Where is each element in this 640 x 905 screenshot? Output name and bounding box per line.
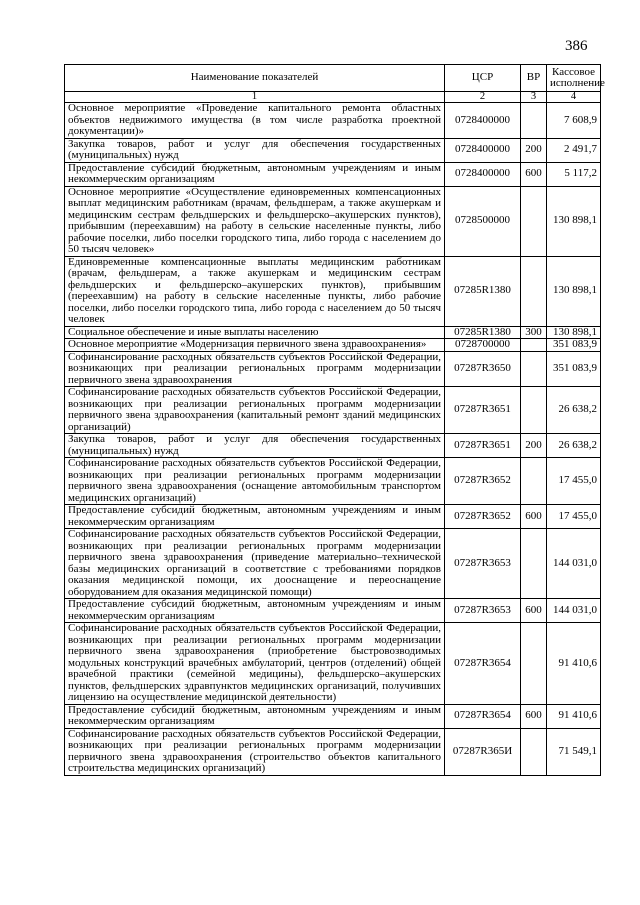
row-csr-cell: 0728400000 bbox=[445, 138, 521, 162]
row-vr-cell bbox=[521, 728, 547, 775]
table-row bbox=[65, 599, 601, 623]
row-sum-cell: 351 083,9 bbox=[547, 339, 601, 352]
header-csr: ЦСР bbox=[445, 65, 521, 92]
header-name: Наименование показателей bbox=[65, 65, 445, 92]
row-sum-cell: 130 898,1 bbox=[547, 256, 601, 326]
table-row bbox=[65, 186, 601, 256]
row-name-cell: Софинансирование расходных обязательств субъектов Российской Федерации, возникающих при реализации региональных программ модернизации первичного звена здравоохранения bbox=[65, 351, 445, 387]
row-vr-cell bbox=[521, 103, 547, 139]
row-name-cell: Предоставление субсидий бюджетным, автономным учреждениям и иным некоммерческим организациям bbox=[65, 162, 445, 186]
row-csr-cell: 07285R1380 bbox=[445, 256, 521, 326]
row-sum-cell: 26 638,2 bbox=[547, 387, 601, 434]
row-vr-cell bbox=[521, 339, 547, 352]
row-csr-cell: 07287R3652 bbox=[445, 505, 521, 529]
table-row bbox=[65, 339, 601, 352]
row-sum-cell: 17 455,0 bbox=[547, 458, 601, 505]
budget-table bbox=[64, 64, 605, 776]
column-index: 1 bbox=[65, 92, 445, 103]
row-csr-cell: 0728400000 bbox=[445, 162, 521, 186]
row-sum-cell: 7 608,9 bbox=[547, 103, 601, 139]
row-name-cell: Основное мероприятие «Проведение капитального ремонта областных объектов недвижимого имущества (в том числе разработка проектной документации)» bbox=[65, 103, 445, 139]
row-name-cell: Закупка товаров, работ и услуг для обеспечения государственных (муниципальных) нужд bbox=[65, 138, 445, 162]
table-row bbox=[65, 728, 601, 775]
row-vr-cell bbox=[521, 529, 547, 599]
table-row bbox=[65, 458, 601, 505]
row-sum-cell: 71 549,1 bbox=[547, 728, 601, 775]
row-csr-cell: 07287R3654 bbox=[445, 623, 521, 705]
row-name-cell: Софинансирование расходных обязательств субъектов Российской Федерации, возникающих при реализации региональных программ модернизации первичного звена здравоохранения (оснащение автомобильным транспортом медицинских организаций) bbox=[65, 458, 445, 505]
row-sum-cell: 5 117,2 bbox=[547, 162, 601, 186]
row-sum-cell: 2 491,7 bbox=[547, 138, 601, 162]
header-vr: ВР bbox=[521, 65, 547, 92]
row-vr-cell bbox=[521, 351, 547, 387]
row-sum-cell: 17 455,0 bbox=[547, 505, 601, 529]
row-csr-cell: 07287R3652 bbox=[445, 458, 521, 505]
row-csr-cell: 07287R3653 bbox=[445, 529, 521, 599]
page-number: 386 bbox=[565, 38, 588, 54]
row-csr-cell: 07287R3651 bbox=[445, 434, 521, 458]
row-name-cell: Софинансирование расходных обязательств субъектов Российской Федерации, возникающих при реализации региональных программ модернизации первичного звена здравоохранения (капитальный ремонт зданий медицинских организаций) bbox=[65, 387, 445, 434]
table-row bbox=[65, 434, 601, 458]
row-sum-cell: 144 031,0 bbox=[547, 529, 601, 599]
row-csr-cell: 0728400000 bbox=[445, 103, 521, 139]
row-name-cell: Единовременные компенсационные выплаты медицинским работникам (врачам, фельдшерам, а также акушеркам и медицинским сестрам фельдшерских и фельдшерско–акушерских пунктов), прибывшим (переехавшим) на работу в сельские населенные пункты, либо рабочие поселки, либо поселки городского типа, либо города с населением до 50 тысяч человек bbox=[65, 256, 445, 326]
row-sum-cell: 144 031,0 bbox=[547, 599, 601, 623]
table-row bbox=[65, 505, 601, 529]
row-name-cell: Софинансирование расходных обязательств субъектов Российской Федерации, возникающих при реализации региональных программ модернизации первичного звена здравоохранения (приобретение быстровозводимых модульных конструкций врачебных амбулаторий, центров (отделений) общей врачебной практики (семейной медицины), фельдшерско–акушерских пунктов, фельдшерских здравпунктов медицинских организаций, получивших лицензию на осуществление медицинской деятельности) bbox=[65, 623, 445, 705]
table-row bbox=[65, 351, 601, 387]
table-row bbox=[65, 138, 601, 162]
table-row bbox=[65, 103, 601, 139]
row-vr-cell bbox=[521, 186, 547, 256]
row-vr-cell bbox=[521, 458, 547, 505]
row-sum-cell: 91 410,6 bbox=[547, 704, 601, 728]
row-sum-cell: 91 410,6 bbox=[547, 623, 601, 705]
header-sum: Кассовое исполнение bbox=[547, 65, 601, 92]
row-name-cell: Предоставление субсидий бюджетным, автономным учреждениям и иным некоммерческим организациям bbox=[65, 704, 445, 728]
row-vr-cell: 600 bbox=[521, 505, 547, 529]
row-vr-cell: 200 bbox=[521, 138, 547, 162]
table-row bbox=[65, 326, 601, 339]
row-name-cell: Основное мероприятие «Модернизация первичного звена здравоохранения» bbox=[65, 339, 445, 352]
row-vr-cell: 600 bbox=[521, 599, 547, 623]
row-name-cell: Предоставление субсидий бюджетным, автономным учреждениям и иным некоммерческим организациям bbox=[65, 505, 445, 529]
row-csr-cell: 07287R365И bbox=[445, 728, 521, 775]
table-row bbox=[65, 162, 601, 186]
table-header-row bbox=[65, 65, 601, 92]
row-vr-cell bbox=[521, 256, 547, 326]
row-sum-cell: 130 898,1 bbox=[547, 186, 601, 256]
row-csr-cell: 0728700000 bbox=[445, 339, 521, 352]
row-vr-cell: 600 bbox=[521, 162, 547, 186]
table-row bbox=[65, 387, 601, 434]
row-sum-cell: 130 898,1 bbox=[547, 326, 601, 339]
row-vr-cell: 200 bbox=[521, 434, 547, 458]
table-row bbox=[65, 623, 601, 705]
column-index-row bbox=[65, 92, 601, 103]
table-row bbox=[65, 529, 601, 599]
row-sum-cell: 26 638,2 bbox=[547, 434, 601, 458]
row-csr-cell: 07287R3651 bbox=[445, 387, 521, 434]
column-index: 2 bbox=[445, 92, 521, 103]
table-row bbox=[65, 256, 601, 326]
row-name-cell: Софинансирование расходных обязательств субъектов Российской Федерации, возникающих при реализации региональных программ модернизации первичного звена здравоохранения (строительство объектов капитального строительства медицинских организаций) bbox=[65, 728, 445, 775]
row-csr-cell: 07285R1380 bbox=[445, 326, 521, 339]
row-csr-cell: 0728500000 bbox=[445, 186, 521, 256]
row-csr-cell: 07287R3653 bbox=[445, 599, 521, 623]
table-row bbox=[65, 704, 601, 728]
row-name-cell: Закупка товаров, работ и услуг для обеспечения государственных (муниципальных) нужд bbox=[65, 434, 445, 458]
row-csr-cell: 07287R3654 bbox=[445, 704, 521, 728]
row-vr-cell bbox=[521, 387, 547, 434]
row-csr-cell: 07287R3650 bbox=[445, 351, 521, 387]
row-vr-cell: 300 bbox=[521, 326, 547, 339]
row-name-cell: Софинансирование расходных обязательств субъектов Российской Федерации, возникающих при реализации региональных программ модернизации первичного звена здравоохранения (приведение материально–технической базы медицинских организаций в соответствие с требованиями порядков оказания медицинской помощи, их дооснащение и переоснащение оборудованием для оказания медицинской помощи) bbox=[65, 529, 445, 599]
row-name-cell: Предоставление субсидий бюджетным, автономным учреждениям и иным некоммерческим организациям bbox=[65, 599, 445, 623]
column-index: 3 bbox=[521, 92, 547, 103]
row-sum-cell: 351 083,9 bbox=[547, 351, 601, 387]
row-vr-cell: 600 bbox=[521, 704, 547, 728]
column-index: 4 bbox=[547, 92, 601, 103]
row-name-cell: Основное мероприятие «Осуществление единовременных компенсационных выплат медицинским работникам (врачам, фельдшерам, а также акушеркам и медицинским сестрам фельдшерских и фельдшерско–акушерских пунктов), прибывшим (переехавшим) на работу в сельские населенные пункты, либо рабочие поселки, либо поселки городского типа, либо города с населением до 50 тысяч человек» bbox=[65, 186, 445, 256]
row-name-cell: Социальное обеспечение и иные выплаты населению bbox=[65, 326, 445, 339]
row-vr-cell bbox=[521, 623, 547, 705]
